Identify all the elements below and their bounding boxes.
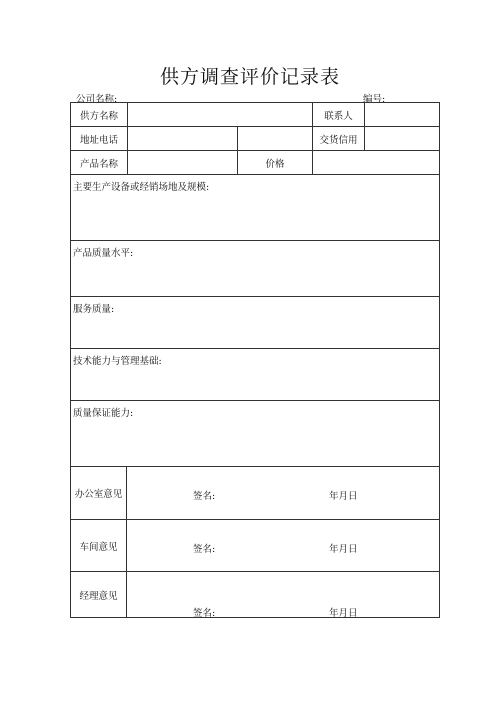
section-equipment-label: 主要生产设备或经销场地及规模: <box>73 182 210 193</box>
manager-opinion-label: 经理意见 <box>71 572 127 617</box>
supplier-name-field[interactable] <box>127 103 312 126</box>
supplier-name-row <box>71 103 439 127</box>
manager-date-label: 年月日 <box>329 608 358 619</box>
address-phone-field[interactable] <box>127 127 237 150</box>
manager-opinion-row[interactable] <box>71 572 439 617</box>
section-quality-assurance-label: 质量保证能力: <box>73 408 134 419</box>
workshop-signature-label: 签名: <box>193 544 216 555</box>
section-product-quality[interactable] <box>71 241 439 297</box>
section-service-quality-label: 服务质量: <box>73 304 115 315</box>
delivery-credit-field[interactable] <box>364 127 439 150</box>
section-technical-management[interactable] <box>71 349 439 401</box>
workshop-opinion-row[interactable] <box>71 520 439 572</box>
delivery-credit-label: 交货信用 <box>312 127 364 150</box>
section-quality-assurance[interactable] <box>71 401 439 467</box>
evaluation-form-table <box>70 102 440 618</box>
address-phone-extra-field[interactable] <box>237 127 312 150</box>
workshop-date-label: 年月日 <box>329 544 358 555</box>
company-name-label: 公司名称: <box>76 94 118 105</box>
office-date-label: 年月日 <box>329 491 358 502</box>
section-equipment[interactable] <box>71 175 439 241</box>
form-title: 供方调查评价记录表 <box>159 66 340 88</box>
office-signature-label: 签名: <box>193 491 216 502</box>
number-label: 编号: <box>363 94 386 105</box>
address-phone-label: 地址电话 <box>79 134 118 146</box>
section-technical-management-label: 技术能力与管理基础: <box>73 356 162 367</box>
supplier-name-label: 供方名称 <box>79 110 118 122</box>
product-name-label: 产品名称 <box>79 158 118 170</box>
product-name-row <box>71 151 439 175</box>
office-opinion-row[interactable] <box>71 467 439 520</box>
workshop-opinion-label: 车间意见 <box>71 520 127 571</box>
price-label: 价格 <box>237 151 312 174</box>
contact-person-field[interactable] <box>364 103 439 126</box>
manager-signature-label: 签名: <box>193 608 216 619</box>
product-name-field[interactable] <box>127 151 237 174</box>
contact-person-label: 联系人 <box>312 103 364 126</box>
section-product-quality-label: 产品质量水平: <box>73 248 134 259</box>
address-phone-row <box>71 127 439 151</box>
office-opinion-label: 办公室意见 <box>71 467 127 519</box>
price-field[interactable] <box>312 151 439 174</box>
section-service-quality[interactable] <box>71 297 439 349</box>
